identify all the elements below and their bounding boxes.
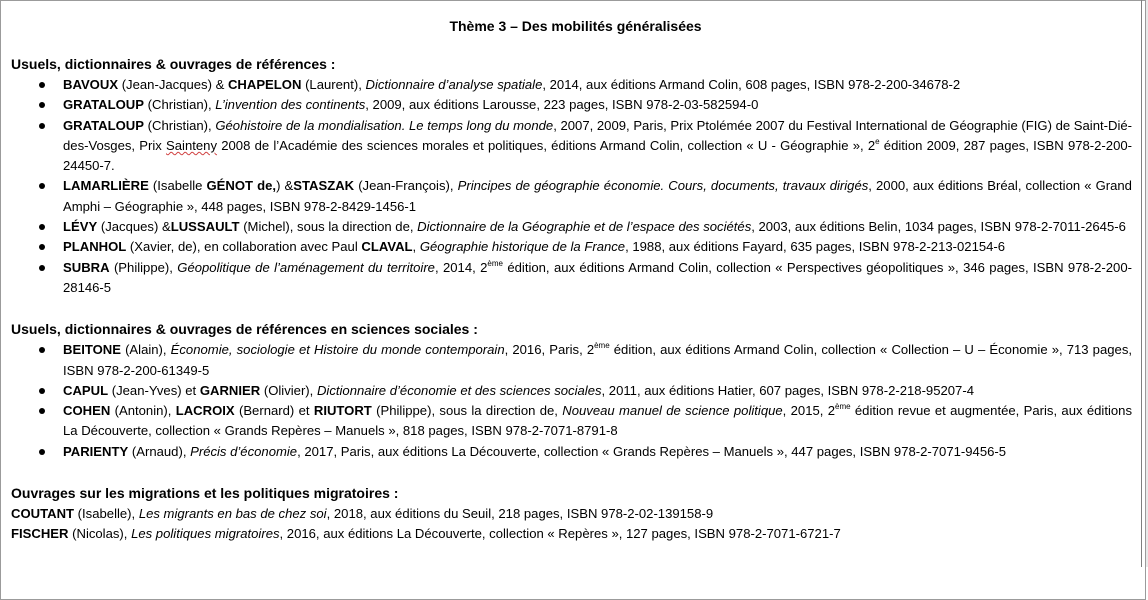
author-name: PLANHOL <box>63 239 127 255</box>
reference-text: (Philippe), sous la direction de, <box>371 403 563 419</box>
reference-text: (Olivier), <box>260 382 317 398</box>
author-name: COHEN <box>63 403 111 419</box>
book-title: Nouveau manuel de science politique <box>562 403 783 419</box>
reference-item <box>11 442 1132 462</box>
author-name: FISCHER <box>11 526 69 542</box>
reference-text: ème <box>487 258 503 268</box>
reference-item <box>11 95 1132 115</box>
page-title: Thème 3 – Des mobilités généralisées <box>449 18 702 34</box>
section-heading: Usuels, dictionnaires & ouvrages de références : <box>11 56 336 72</box>
book-title: Les politiques migratoires <box>131 526 280 542</box>
reference-text: (Arnaud), <box>128 443 191 459</box>
reference-text: (Laurent), <box>301 77 366 92</box>
reference-text: , 2016, Paris, 2 <box>504 342 595 358</box>
author-name: BAVOUX <box>63 77 119 92</box>
reference-item <box>11 237 1132 257</box>
reference-text: (Xavier, de), en collaboration avec Paul <box>126 239 362 255</box>
reference-item <box>11 340 1132 381</box>
reference-text: e <box>875 136 880 146</box>
reference-item <box>11 217 1132 237</box>
reference-text: ème <box>835 402 851 412</box>
reference-text: (Isabelle), <box>74 506 139 522</box>
book-title: Les migrants en bas de chez soi <box>138 506 327 522</box>
reference-text: , 2014, 2 <box>434 259 488 275</box>
reference-text: , 2017, Paris, aux éditions La Découverte, collection « Grands Repères – Manuels », 447 pages, ISBN 978-2-7071-9456-5 <box>297 443 1007 459</box>
reference-text: (Michel), sous la direction de, <box>239 219 418 235</box>
reference-text: (Christian), <box>143 97 216 113</box>
book-title: Précis d’économie <box>190 443 298 459</box>
reference-text: , 2016, aux éditions La Découverte, collection « Repères », 127 pages, ISBN 978-2-7071-6721-7 <box>279 526 841 542</box>
author-name: LACROIX <box>175 403 235 419</box>
reference-list <box>11 75 1132 298</box>
reference-text: (Jean-François), <box>354 178 458 194</box>
author-name: GRATALOUP <box>63 97 144 113</box>
author-name: GÉNOT de, <box>206 178 277 194</box>
reference-text: , 2007, 2009, Paris, Prix Ptolémée 2007 du Festival International de Géographie (FIG) de Saint-Dié-des-Vosges, Prix <box>63 117 1133 153</box>
book-title: L’invention des continents <box>215 97 366 113</box>
reference-item <box>11 258 1132 299</box>
reference-text: édition, aux éditions Armand Colin, collection « Collection – U – Économie », 713 pages, ISBN 978-2-200-61349-5 <box>63 342 1132 378</box>
reference-text: édition revue et augmentée, Paris, aux éditions La Découverte, collection « Grands Repères – Manuels », 818 pages, ISBN 978-2-7071-8791-8 <box>63 403 1132 439</box>
reference-text: (Jacques) & <box>97 219 171 235</box>
author-name: LUSSAULT <box>170 219 240 235</box>
book-title: Dictionnaire d’économie et des sciences sociales <box>316 382 602 398</box>
book-title: Dictionnaire d’analyse spatiale <box>365 77 543 92</box>
author-name: LAMARLIÈRE <box>63 178 149 194</box>
reference-item <box>11 401 1132 442</box>
book-title: Géopolitique de l’aménagement du territoire <box>177 259 435 275</box>
reference-text: ème <box>594 341 610 351</box>
author-name: RIUTORT <box>313 403 372 419</box>
reference-text: (Bernard) et <box>234 403 314 419</box>
reference-text: , 2009, aux éditions Larousse, 223 pages, ISBN 978-2-03-582594-0 <box>365 97 759 113</box>
reference-text: (Jean-Jacques) & <box>118 77 228 92</box>
reference-text: édition 2009, 287 pages, ISBN 978-2-200-24450-7. <box>63 137 1132 174</box>
reference-list <box>11 340 1132 462</box>
reference-text: , 2011, aux éditions Hatier, 607 pages, ISBN 978-2-218-95207-4 <box>601 382 974 398</box>
book-title: Géohistoire de la mondialisation. Le temps long du monde <box>215 117 554 133</box>
book-title: Dictionnaire de la Géographie et de l’espace des sociétés <box>417 219 752 235</box>
section-references <box>11 53 1132 298</box>
reference-text: , 2015, 2 <box>782 403 836 419</box>
reference-text: , 1988, aux éditions Fayard, 635 pages, ISBN 978-2-213-02154-6 <box>625 239 1006 255</box>
author-name: CHAPELON <box>227 77 302 92</box>
book-title: Économie, sociologie et Histoire du monde contemporain <box>170 342 505 358</box>
book-title: Principes de géographie économie. Cours, documents, travaux dirigés <box>457 178 869 194</box>
reference-text: (Philippe), <box>109 259 178 275</box>
section-social-sciences <box>11 318 1132 462</box>
reference-text: , 2018, aux éditions du Seuil, 218 pages, ISBN 978-2-02-139158-9 <box>326 506 714 522</box>
reference-text: , <box>412 239 420 255</box>
section-heading: Usuels, dictionnaires & ouvrages de références en sciences sociales : <box>11 321 478 338</box>
reference-text: , 2014, aux éditions Armand Colin, 608 pages, ISBN 978-2-200-34678-2 <box>542 77 961 92</box>
reference-text: (Antonin), <box>110 403 176 419</box>
reference-text: (Jean-Yves) et <box>108 382 200 398</box>
author-name: CLAVAL <box>361 239 413 255</box>
author-name: LÉVY <box>63 219 98 235</box>
book-title: Géographie historique de la France <box>419 239 626 255</box>
section-migrations <box>11 482 1132 545</box>
reference-text: (Isabelle <box>148 178 207 194</box>
reference-text: (Nicolas), <box>68 526 132 542</box>
reference-text: , 2003, aux éditions Belin, 1034 pages, ISBN 978-2-7011-2645-6 <box>751 219 1126 235</box>
reference-text: édition, aux éditions Armand Colin, collection « Perspectives géopolitiques », 346 pages, ISBN 978-2-200-28146-5 <box>63 259 1132 295</box>
reference-item <box>11 75 1132 95</box>
document-body <box>11 15 1132 545</box>
reference-text: (Christian), <box>143 117 216 133</box>
section-heading: Ouvrages sur les migrations et les politiques migratoires : <box>11 485 399 502</box>
reference-list <box>11 504 1132 545</box>
author-name: BEITONE <box>63 342 121 358</box>
reference-text: , 2000, aux éditions Bréal, collection « Grand Amphi – Géographie », 448 pages, ISBN 978-2-8429-1456-1 <box>63 178 1132 214</box>
reference-item <box>11 116 1132 177</box>
author-name: PARIENTY <box>63 443 129 459</box>
author-name: GRATALOUP <box>63 117 144 133</box>
reference-text: ) & <box>276 178 294 194</box>
author-name: STASZAK <box>293 178 355 194</box>
right-border <box>1141 0 1142 567</box>
reference-item <box>11 381 1132 401</box>
reference-text: Sainteny <box>166 137 218 153</box>
reference-item <box>11 524 1132 544</box>
author-name: CAPUL <box>63 382 109 398</box>
author-name: GARNIER <box>199 382 261 398</box>
reference-item <box>11 504 1132 524</box>
reference-item <box>11 176 1132 217</box>
reference-text: (Alain), <box>120 342 171 358</box>
author-name: COUTANT <box>11 506 75 522</box>
author-name: SUBRA <box>63 259 110 275</box>
reference-text: 2008 de l’Académie des sciences morales et politiques, éditions Armand Colin, collection « U - Géographie », 2 <box>217 137 876 153</box>
